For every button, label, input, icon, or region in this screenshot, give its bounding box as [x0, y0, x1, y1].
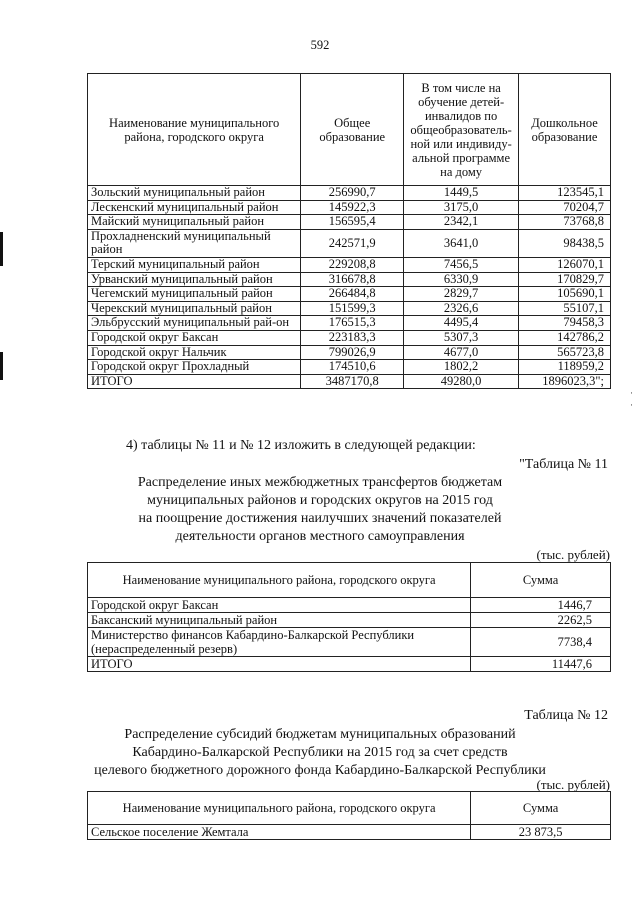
municipality-name: Городской округ Нальчик: [88, 345, 301, 360]
table-row: [88, 215, 611, 230]
municipality-name: Урванский муниципальный район: [88, 272, 301, 287]
sum-value: 11447,6: [471, 657, 611, 672]
page-number: 592: [310, 38, 330, 52]
recipient-name: Сельское поселение Жемтала: [88, 825, 471, 840]
preschool-value: 170829,7: [519, 272, 611, 287]
municipality-name: Городской округ Прохладный: [88, 360, 301, 375]
margin-binding-mark: [0, 352, 3, 380]
table-row: [88, 316, 611, 331]
table-row: [88, 301, 611, 316]
table-11-label: "Таблица № 11: [519, 457, 608, 472]
header-general-education: Общее образование: [301, 74, 404, 186]
disabled-children-value: 4677,0: [404, 345, 519, 360]
preschool-value: 123545,1: [519, 186, 611, 201]
general-education-value: 174510,6: [301, 360, 404, 375]
table-row: [88, 374, 611, 389]
disabled-children-value: 5307,3: [404, 330, 519, 345]
table-row: [88, 186, 611, 201]
general-education-value: 156595,4: [301, 215, 404, 230]
table-row: [88, 345, 611, 360]
recipient-name: ИТОГО: [88, 657, 471, 672]
table-12-title-line-1: Распределение субсидий бюджетам муниципальных образований: [124, 727, 516, 742]
margin-artifact: ·: [630, 388, 633, 398]
disabled-children-value: 7456,5: [404, 257, 519, 272]
table-11-title-line-1: Распределение иных межбюджетных трансфертов бюджетам: [137, 475, 503, 490]
header-sum: Сумма: [471, 792, 611, 825]
preschool-value: 1896023,3";: [519, 374, 611, 389]
table-12-title-line-3: целевого бюджетного дорожного фонда Кабардино-Балкарской Республики: [94, 763, 546, 778]
disabled-children-value: 1802,2: [404, 360, 519, 375]
table-row: [88, 272, 611, 287]
table-row: [88, 598, 611, 613]
table-row: [88, 287, 611, 302]
header-preschool: Дошкольное образование: [519, 74, 611, 186]
recipient-name: Городской округ Баксан: [88, 598, 471, 613]
table-11-title-line-4: деятельности органов местного самоуправления: [175, 529, 465, 544]
preschool-value: 70204,7: [519, 200, 611, 215]
general-education-value: 266484,8: [301, 287, 404, 302]
table-row: [88, 330, 611, 345]
margin-binding-mark: [0, 232, 3, 266]
transfers-table: [87, 562, 611, 672]
sum-value: 23 873,5: [471, 825, 611, 840]
education-budget-table: [87, 73, 611, 389]
general-education-value: 242571,9: [301, 229, 404, 257]
table-row: [88, 657, 611, 672]
subsidies-table: [87, 791, 611, 840]
preschool-value: 79458,3: [519, 316, 611, 331]
disabled-children-value: 2326,6: [404, 301, 519, 316]
preschool-value: 118959,2: [519, 360, 611, 375]
preschool-value: 98438,5: [519, 229, 611, 257]
general-education-value: 3487170,8: [301, 374, 404, 389]
table-12-title-line-2: Кабардино-Балкарской Республики на 2015 год за счет средств: [132, 745, 508, 760]
general-education-value: 223183,3: [301, 330, 404, 345]
municipality-name: Майский муниципальный район: [88, 215, 301, 230]
table-row: [88, 200, 611, 215]
disabled-children-value: 2829,7: [404, 287, 519, 302]
general-education-value: 799026,9: [301, 345, 404, 360]
general-education-value: 316678,8: [301, 272, 404, 287]
municipality-name: ИТОГО: [88, 374, 301, 389]
table-11-units: (тыс. рублей): [536, 547, 610, 562]
municipality-name: Черекский муниципальный район: [88, 301, 301, 316]
table-11-title-line-3: на поощрение достижения наилучших значений показателей: [138, 511, 502, 526]
disabled-children-value: 2342,1: [404, 215, 519, 230]
disabled-children-value: 4495,4: [404, 316, 519, 331]
preschool-value: 142786,2: [519, 330, 611, 345]
table-11-title-line-2: муниципальных районов и городских округов на 2015 год: [147, 493, 493, 508]
table-row: [88, 257, 611, 272]
table-row: [88, 613, 611, 628]
table-row: [88, 229, 611, 257]
table-row: [88, 628, 611, 657]
municipality-name: Чегемский муниципальный район: [88, 287, 301, 302]
general-education-value: 256990,7: [301, 186, 404, 201]
municipality-name: Прохладненский муниципальный район: [88, 229, 301, 257]
table-12-label: Таблица № 12: [524, 708, 608, 723]
sum-value: 7738,4: [471, 628, 611, 657]
table-row: [88, 825, 611, 840]
section-4-instruction: 4) таблицы № 11 и № 12 изложить в следующей редакции:: [126, 438, 476, 453]
preschool-value: 73768,8: [519, 215, 611, 230]
preschool-value: 126070,1: [519, 257, 611, 272]
general-education-value: 229208,8: [301, 257, 404, 272]
header-sum: Сумма: [471, 563, 611, 598]
general-education-value: 151599,3: [301, 301, 404, 316]
municipality-name: Лескенский муниципальный район: [88, 200, 301, 215]
municipality-name: Эльбрусский муниципальный рай-он: [88, 316, 301, 331]
disabled-children-value: 49280,0: [404, 374, 519, 389]
sum-value: 2262,5: [471, 613, 611, 628]
municipality-name: Городской округ Баксан: [88, 330, 301, 345]
preschool-value: 565723,8: [519, 345, 611, 360]
disabled-children-value: 3175,0: [404, 200, 519, 215]
header-disabled-children: В том числе на обучение детей-инвалидов по общеобразователь-ной или индивиду-альной программе на дому: [404, 74, 519, 186]
header-municipality: Наименование муниципального района, городского округа: [88, 74, 301, 186]
disabled-children-value: 3641,0: [404, 229, 519, 257]
disabled-children-value: 6330,9: [404, 272, 519, 287]
header-municipality: Наименование муниципального района, городского округа: [88, 563, 471, 598]
general-education-value: 176515,3: [301, 316, 404, 331]
table-12-units: (тыс. рублей): [536, 777, 610, 792]
municipality-name: Терский муниципальный район: [88, 257, 301, 272]
general-education-value: 145922,3: [301, 200, 404, 215]
header-municipality: Наименование муниципального района, городского округа: [88, 792, 471, 825]
preschool-value: 105690,1: [519, 287, 611, 302]
margin-artifact: ·: [630, 400, 633, 410]
table-row: [88, 360, 611, 375]
recipient-name: Баксанский муниципальный район: [88, 613, 471, 628]
municipality-name: Зольский муниципальный район: [88, 186, 301, 201]
disabled-children-value: 1449,5: [404, 186, 519, 201]
recipient-name: Министерство финансов Кабардино-Балкарской Республики (нераспределенный резерв): [88, 628, 471, 657]
sum-value: 1446,7: [471, 598, 611, 613]
preschool-value: 55107,1: [519, 301, 611, 316]
